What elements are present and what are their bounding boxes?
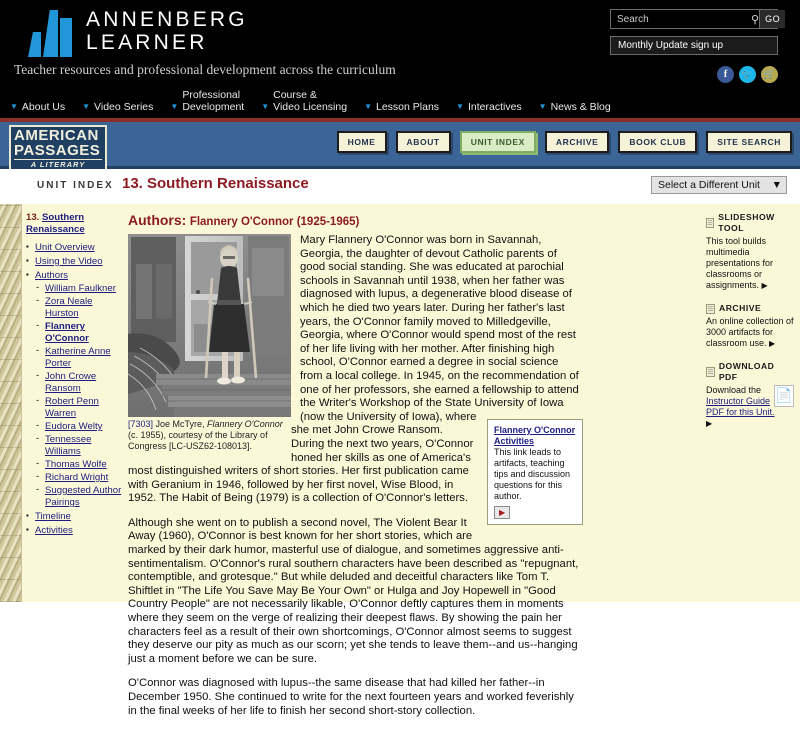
sidebar-item-eudora-welty[interactable] <box>35 421 122 433</box>
sidebar-heading-number: 13. <box>26 212 40 223</box>
nav-label: Lesson Plans <box>376 100 440 113</box>
author-photograph <box>128 234 291 417</box>
tool-slideshow[interactable] <box>706 212 794 291</box>
tool-title: SLIDESHOW TOOL <box>718 212 775 233</box>
ap-logo-line-1: AMERICAN <box>14 127 99 144</box>
chevron-down-icon: ▼ <box>456 101 464 111</box>
sidebar-heading-link[interactable]: Southern Renaissance <box>26 212 85 235</box>
nav-label: Interactives <box>467 100 522 113</box>
search-go-button[interactable]: GO <box>759 10 785 28</box>
sidebar-item-john-crowe-ransom[interactable] <box>35 371 122 395</box>
content-heading-name: Flannery O'Connor (1925-1965) <box>189 216 360 228</box>
sidebar-item-suggested-author-pairings[interactable] <box>35 485 122 509</box>
tool-archive[interactable] <box>706 303 794 349</box>
photo-svg <box>128 234 291 417</box>
nav-item-about-us[interactable] <box>10 101 65 114</box>
search-box[interactable] <box>610 9 781 29</box>
search-icon: ⚲ <box>751 13 760 26</box>
tool-body-text: Download the <box>706 385 762 395</box>
sidebar-item-timeline[interactable] <box>26 511 122 523</box>
sidebar-link[interactable]: Eudora Welty <box>45 421 103 432</box>
social-links <box>717 66 778 83</box>
sidebar-item-richard-wright[interactable] <box>35 472 122 484</box>
sidebar-item-unit-overview[interactable] <box>26 242 122 254</box>
nav-item-professional-development[interactable] <box>170 90 244 113</box>
chevron-down-icon: ▼ <box>364 101 372 111</box>
tool-body <box>706 236 794 291</box>
sidebar-link-current[interactable]: Flannery O'Connor <box>45 321 89 344</box>
american-passages-band <box>0 122 800 169</box>
tool-body-text: An online collection of 3000 artifacts for classroom use. <box>706 316 794 348</box>
tab-home[interactable]: HOME <box>337 131 387 153</box>
cart-icon[interactable]: 🛒 <box>761 66 778 83</box>
nav-item-video-series[interactable] <box>82 101 153 114</box>
author-activities-box <box>487 419 583 525</box>
brand-line-2: LEARNER <box>86 31 208 54</box>
sidebar-link[interactable]: William Faulkner <box>45 283 116 294</box>
annenberg-logo[interactable] <box>28 8 248 57</box>
sidebar-link[interactable]: Richard Wright <box>45 472 109 483</box>
caption-text-2: (c. 1955), courtesy of the Library of Congress [LC-USZ62-108013]. <box>128 430 268 451</box>
caption-id-link[interactable]: [7303] <box>128 419 154 429</box>
chevron-down-icon: ▼ <box>771 179 782 191</box>
sidebar-item-activities[interactable] <box>26 525 122 537</box>
arrow-icon[interactable]: ▶ <box>769 339 776 348</box>
body-paragraph-3: O'Connor was diagnosed with lupus--the same disease that had killed her father--in December 1950. She continued to write for the next fourteen years and worked feverishly in the final weeks of her life to finish her second short-story collection. <box>128 677 574 717</box>
unit-select-value: Select a Different Unit <box>658 179 760 191</box>
sidebar-authors-list <box>35 283 122 509</box>
arrow-icon[interactable]: ▶ <box>706 419 713 428</box>
sidebar-link[interactable]: Authors <box>35 270 69 281</box>
sidebar-item-robert-penn-warren[interactable] <box>35 396 122 420</box>
page-title: 13. Southern Renaissance <box>122 175 309 192</box>
nav-label: About Us <box>21 100 66 113</box>
chevron-down-icon: ▼ <box>538 101 547 111</box>
chevron-down-icon: ▼ <box>10 101 18 111</box>
title-row <box>0 169 800 204</box>
site-tagline: Teacher resources and professional development across the curriculum <box>14 62 396 77</box>
sidebar-item-using-the-video[interactable] <box>26 256 122 268</box>
sidebar-link[interactable]: Activities <box>35 525 73 536</box>
nav-label: News & Blog <box>550 100 611 113</box>
main-navigation <box>10 90 628 113</box>
tab-about[interactable]: ABOUT <box>396 131 451 153</box>
sidebar-link[interactable]: Katherine Anne Porter <box>45 346 111 369</box>
american-passages-logo[interactable] <box>9 125 107 172</box>
sidebar-item-katherine-anne-porter[interactable] <box>35 346 122 370</box>
sidebar-item-authors[interactable] <box>26 270 122 509</box>
tab-book-club[interactable]: BOOK CLUB <box>618 131 697 153</box>
nav-label: Course & Video Licensing <box>273 89 348 113</box>
twitter-icon[interactable]: 🐦 <box>739 66 756 83</box>
right-tools-panel <box>706 212 794 441</box>
archive-icon <box>706 304 715 314</box>
chevron-down-icon: ▼ <box>82 101 91 111</box>
chevron-down-icon: ▼ <box>170 101 179 111</box>
pdf-file-icon[interactable]: 📄 <box>774 385 794 407</box>
monthly-update-signup-button[interactable]: Monthly Update sign up <box>610 36 778 55</box>
caption-title: Flannery O'Connor <box>207 419 283 429</box>
slideshow-icon <box>706 218 714 228</box>
unit-sidebar <box>26 212 122 539</box>
activities-link[interactable]: Flannery O'Connor Activities <box>494 425 576 446</box>
tab-archive[interactable]: ARCHIVE <box>545 131 609 153</box>
photo-caption <box>128 419 291 452</box>
instructor-guide-link[interactable]: Instructor Guide PDF for this Unit. <box>706 396 775 417</box>
ap-logo-line-3: A LITERARY <box>14 159 102 178</box>
search-input[interactable] <box>611 13 751 26</box>
sidebar-item-zora-neale-hurston[interactable] <box>35 296 122 320</box>
content-heading-prefix: Authors: <box>128 212 187 228</box>
nav-label: Video Series <box>94 100 154 113</box>
sidebar-link[interactable]: Robert Penn Warren <box>45 396 99 419</box>
facebook-icon[interactable]: f <box>717 66 734 83</box>
tool-download-pdf[interactable] <box>706 361 794 429</box>
brand-line-1: ANNENBERG <box>86 8 248 31</box>
annenberg-mark-icon <box>28 10 72 57</box>
tool-title: DOWNLOAD PDF <box>718 361 775 382</box>
tab-site-search[interactable]: SITE SEARCH <box>706 131 792 153</box>
tab-unit-index[interactable]: UNIT INDEX <box>460 131 536 153</box>
sidebar-link[interactable]: Suggested Author Pairings <box>45 485 122 508</box>
unit-index-label: UNIT INDEX <box>37 180 114 191</box>
nav-label: Professional Development <box>182 89 245 113</box>
play-button[interactable]: ▶ <box>494 506 510 519</box>
nav-item-course-video-licensing[interactable] <box>261 90 347 113</box>
chevron-down-icon: ▼ <box>261 101 270 111</box>
sidebar-link[interactable]: Unit Overview <box>35 242 95 253</box>
tool-body <box>706 385 794 429</box>
nav-item-interactives[interactable] <box>456 101 522 114</box>
main-content <box>128 212 583 729</box>
download-icon <box>706 367 715 377</box>
site-header <box>0 0 800 118</box>
sidebar-link[interactable]: Tennessee Williams <box>45 434 92 457</box>
tool-title: ARCHIVE <box>719 303 762 313</box>
sidebar-link[interactable]: Timeline <box>35 511 71 522</box>
american-passages-tabs <box>337 131 792 153</box>
content-heading <box>128 212 583 228</box>
tool-body-text: This tool builds multimedia presentations for classrooms or assignments. <box>706 236 774 290</box>
activities-text: This link leads to artifacts, teaching tips and discussion questions for this author. <box>494 447 571 501</box>
unit-select-dropdown[interactable] <box>651 176 787 194</box>
nav-item-lesson-plans[interactable] <box>364 101 439 114</box>
ap-logo-line-2: PASSAGES <box>14 142 101 159</box>
sidebar-heading <box>26 212 122 236</box>
sidebar-item-william-faulkner[interactable] <box>35 283 122 295</box>
sidebar-link[interactable]: John Crowe Ransom <box>45 371 97 394</box>
sidebar-link[interactable]: Zora Neale Hurston <box>45 296 93 319</box>
tool-body <box>706 316 794 349</box>
arrow-icon[interactable]: ▶ <box>761 281 768 290</box>
sidebar-link[interactable]: Using the Video <box>35 256 103 267</box>
sidebar-item-tennessee-williams[interactable] <box>35 434 122 458</box>
body-paragraph-2: Although she went on to publish a second novel, The Violent Bear It Away (1960), O'Connor is best known for her short stories, which are marked by their dark humor, masterful use of dialogue, and sometimes aggressive anti-sentimentalism. O'Connor's rural southern characters have been described as "repugnant, contemptible, and grotesque." But while deluded and deceitful characters like Tom T. Shiftlet in "The Life You Save May Be Your Own" or Hulga and Joy Hopewell in "Good Country People" are not necessarily likable, O'Connor deftly captures them in moments where they seem on the verge of realizing their deepest flaws. By showing the pain her characters feel as a result of their own shortcomings, O'Connor almost seems to suggest they deserve our pity as much as our scorn; yet she tends to leave them--and us--hanging just a moment before we can be sure. <box>128 516 579 665</box>
sidebar-item-flannery-oconnor[interactable] <box>35 321 122 345</box>
page-body <box>0 204 800 717</box>
sidebar-link[interactable]: Thomas Wolfe <box>45 459 107 470</box>
nav-item-news-blog[interactable] <box>539 101 611 114</box>
caption-text-1: Joe McTyre, <box>153 419 208 429</box>
body-paragraph-1: Mary Flannery O'Connor was born in Savannah, Georgia, the daughter of devout Catholic parents of good social standing. She was educated at parochial schools in Savannah until 1938, when her father was diagnosed with lupus, a degenerative blood disease of which he died two years later. During her father's last years, the O'Connor family moved to Milledgeville, Georgia, where O'Connor would spend most of the rest of her life living with her mother. After finishing high school, O'Connor earned a degree in social science from a local college. In 1945, on the recommendation of one of her professors, she earned a fellowship to attend the Writer's Workshop of the State University of Iowa (now the University of Iowa), where she met John Crowe Ransom. During the next two years, O'Connor honed her skills as one of America's most distinguished writers of short stories. Her first publication came with Geranium in 1946, followed by her first novel, Wise Blood, in 1952. The Habit of Being (1979) is a collection of O'Connor's letters. <box>128 234 579 505</box>
decorative-border <box>0 204 22 602</box>
sidebar-item-thomas-wolfe[interactable] <box>35 459 122 471</box>
